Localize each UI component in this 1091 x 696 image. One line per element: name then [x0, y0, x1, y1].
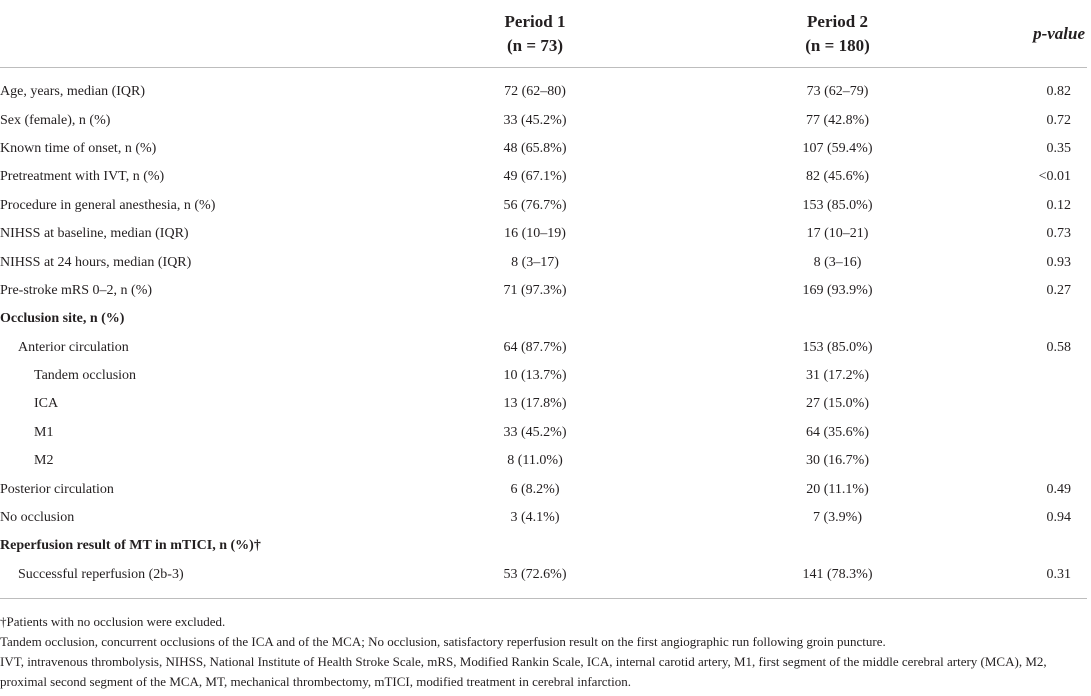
- table-row: [0, 334, 1087, 362]
- table-row: [0, 135, 1087, 163]
- section-label-occlusion: Occlusion site, n (%): [0, 311, 125, 327]
- p-value: [960, 390, 1087, 418]
- footnote-abbreviations: IVT, intravenous thrombolysis, NIHSS, National Institute of Health Stroke Scale, mRS, Modified Rankin Scale, ICA, internal carotid artery, M1, first segment of the middle cerebral artery (MCA), M2, proximal second segment of the MCA, MT, mechanical thrombectomy, mTICI, modified treatment in cerebral infarction.: [0, 654, 1047, 689]
- table-row: [0, 532, 1087, 560]
- table-row: [0, 163, 1087, 191]
- period-1-value: 72 (62–80): [504, 84, 566, 100]
- table-row: [0, 390, 1087, 418]
- header-period-1: [390, 0, 660, 68]
- period-1-value: 49 (67.1%): [503, 169, 567, 185]
- table-row: [0, 68, 1087, 107]
- period-2-title: Period 2: [807, 11, 868, 31]
- period-1-value: [390, 305, 660, 333]
- p-value: 0.72: [1046, 112, 1071, 128]
- table-row: [0, 220, 1087, 248]
- period-2-value: 20 (11.1%): [806, 481, 869, 497]
- table-row: [0, 362, 1087, 390]
- table-body: [0, 68, 1087, 599]
- p-value: [960, 419, 1087, 447]
- period-1-value: 48 (65.8%): [503, 140, 567, 156]
- row-label: Posterior circulation: [0, 481, 114, 497]
- header-period-2: [660, 0, 960, 68]
- row-label: Sex (female), n (%): [0, 112, 111, 128]
- row-label: NIHSS at baseline, median (IQR): [0, 226, 189, 242]
- table-row: [0, 561, 1087, 599]
- p-value: 0.73: [1046, 226, 1071, 242]
- row-label: Age, years, median (IQR): [0, 84, 146, 100]
- period-2-value: [660, 532, 960, 560]
- footnote-tandem: Tandem occlusion, concurrent occlusions of the ICA and of the MCA; No occlusion, satisfactory reperfusion result on the first angiographic run following groin puncture.: [0, 634, 886, 649]
- pvalue-title: p-value: [1033, 23, 1085, 43]
- table-row: [0, 106, 1087, 134]
- table-row: [0, 192, 1087, 220]
- period-1-value: 10 (13.7%): [503, 368, 567, 384]
- table-footnotes: [0, 612, 1091, 692]
- row-label: Anterior circulation: [18, 339, 129, 355]
- p-value: [960, 532, 1087, 560]
- p-value: <0.01: [1038, 169, 1071, 185]
- period-1-n: (n = 73): [507, 35, 563, 55]
- row-label: M1: [34, 424, 54, 440]
- footnote-dagger: †Patients with no occlusion were excluded.: [0, 614, 226, 629]
- row-label: Known time of onset, n (%): [0, 140, 157, 156]
- row-label: Successful reperfusion (2b-3): [0, 561, 390, 599]
- table-row: [0, 504, 1087, 532]
- row-label: Pretreatment with IVT, n (%): [0, 169, 165, 185]
- p-value: [960, 362, 1087, 390]
- period-1-value: [390, 532, 660, 560]
- p-value: [960, 305, 1087, 333]
- period-1-value: 56 (76.7%): [503, 197, 567, 213]
- period-1-value: 53 (72.6%): [390, 561, 660, 599]
- row-label: Pre-stroke mRS 0–2, n (%): [0, 282, 153, 298]
- period-2-value: 77 (42.8%): [806, 112, 869, 128]
- period-2-value: 17 (10–21): [806, 226, 869, 242]
- p-value: 0.49: [1046, 481, 1071, 497]
- period-1-value: 16 (10–19): [504, 226, 566, 242]
- row-label: No occlusion: [0, 510, 75, 526]
- period-1-value: 33 (45.2%): [503, 424, 567, 440]
- table-row: [0, 419, 1087, 447]
- period-2-value: 82 (45.6%): [806, 169, 869, 185]
- table-row: [0, 447, 1087, 475]
- section-label-reperfusion: Reperfusion result of MT in mTICI, n (%)†: [0, 538, 261, 554]
- period-1-value: 8 (11.0%): [507, 453, 563, 469]
- period-2-n: (n = 180): [805, 35, 870, 55]
- row-label: ICA: [34, 396, 59, 412]
- row-label: NIHSS at 24 hours, median (IQR): [0, 254, 192, 270]
- p-value: 0.93: [1046, 254, 1071, 270]
- period-2-value: 141 (78.3%): [660, 561, 960, 599]
- p-value: 0.12: [1046, 197, 1071, 213]
- p-value: 0.35: [1046, 140, 1071, 156]
- period-1-value: 6 (8.2%): [510, 481, 560, 497]
- p-value: 0.31: [960, 561, 1087, 599]
- row-label: Procedure in general anesthesia, n (%): [0, 197, 216, 213]
- period-1-value: 8 (3–17): [511, 254, 559, 270]
- p-value: 0.27: [1046, 282, 1071, 298]
- period-2-value: 31 (17.2%): [806, 368, 869, 384]
- p-value: [960, 447, 1087, 475]
- period-2-value: 153 (85.0%): [802, 197, 873, 213]
- header-label-column: [0, 0, 390, 68]
- table-header: [0, 0, 1087, 68]
- period-2-value: 73 (62–79): [806, 84, 869, 100]
- period-1-value: 64 (87.7%): [503, 339, 567, 355]
- table-row: [0, 277, 1087, 305]
- period-1-title: Period 1: [504, 11, 566, 31]
- p-value: 0.82: [1046, 84, 1071, 100]
- period-2-value: 7 (3.9%): [813, 510, 862, 526]
- period-2-value: [660, 305, 960, 333]
- period-2-value: 64 (35.6%): [806, 424, 869, 440]
- period-2-value: 169 (93.9%): [802, 282, 873, 298]
- table-row: [0, 248, 1087, 276]
- p-value: 0.94: [1046, 510, 1071, 526]
- period-1-value: 71 (97.3%): [503, 282, 567, 298]
- row-label: Tandem occlusion: [34, 368, 137, 384]
- period-2-value: 153 (85.0%): [802, 339, 873, 355]
- period-2-value: 107 (59.4%): [802, 140, 873, 156]
- p-value: 0.58: [1046, 339, 1071, 355]
- period-2-value: 27 (15.0%): [806, 396, 869, 412]
- period-2-value: 8 (3–16): [813, 254, 862, 270]
- period-1-value: 13 (17.8%): [503, 396, 567, 412]
- header-pvalue: [960, 0, 1087, 68]
- period-1-value: 3 (4.1%): [510, 510, 560, 526]
- table-row: [0, 475, 1087, 503]
- period-2-value: 30 (16.7%): [806, 453, 869, 469]
- row-label: M2: [34, 453, 54, 469]
- table-row: [0, 305, 1087, 333]
- period-1-value: 33 (45.2%): [503, 112, 567, 128]
